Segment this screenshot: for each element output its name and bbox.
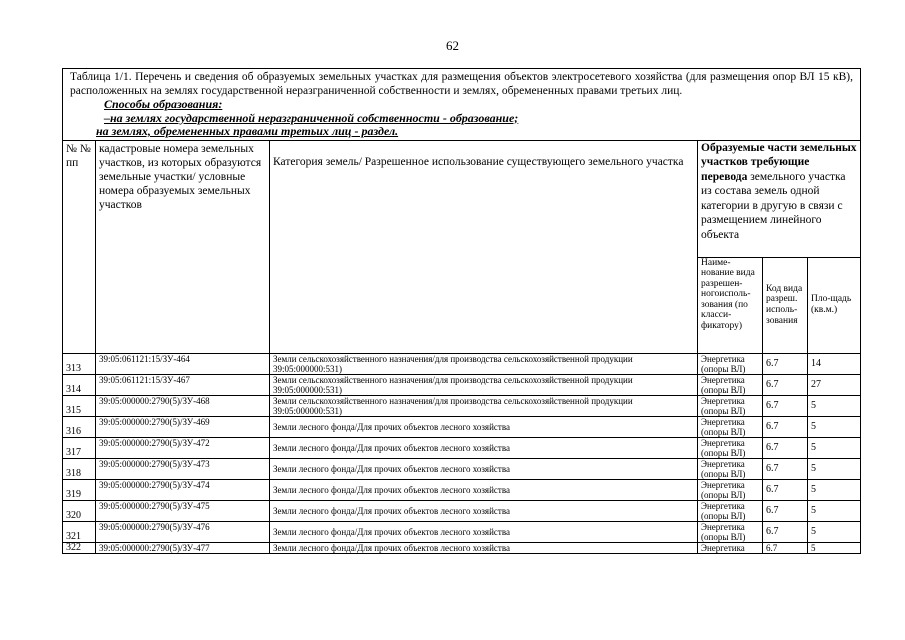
table-row (63, 542, 861, 553)
row-cadastral: 39:05:000000:2790(5)/ЗУ-475 (96, 500, 270, 521)
row-number: 315 (63, 395, 96, 416)
row-use-code: 6.7 (763, 437, 808, 458)
land-plots-table (62, 68, 861, 554)
row-category: Земли лесного фонда/Для прочих объектов лесного хозяйства (270, 458, 698, 479)
row-category: Земли лесного фонда/Для прочих объектов лесного хозяйства (270, 542, 698, 553)
row-use-name: Энергетика (опоры ВЛ) (698, 437, 763, 458)
row-area: 5 (808, 437, 861, 458)
table-row (63, 416, 861, 437)
row-use-name: Энергетика (опоры ВЛ) (698, 353, 763, 374)
row-use-code: 6.7 (763, 479, 808, 500)
row-use-code: 6.7 (763, 416, 808, 437)
row-area: 5 (808, 416, 861, 437)
formation-methods (66, 98, 857, 139)
row-number: 313 (63, 353, 96, 374)
header-no: № № пп (63, 140, 96, 353)
row-use-name: Энергетика (опоры ВЛ) (698, 521, 763, 542)
row-area: 5 (808, 395, 861, 416)
row-use-code: 6.7 (763, 521, 808, 542)
table-row (63, 437, 861, 458)
header-parts-bold: Образуемые части земельных участков требующие перевода (701, 141, 857, 183)
header-parts (698, 140, 861, 257)
row-use-name: Энергетика (опоры ВЛ) (698, 374, 763, 395)
row-number: 316 (63, 416, 96, 437)
row-area: 5 (808, 542, 861, 553)
row-category: Земли лесного фонда/Для прочих объектов лесного хозяйства (270, 521, 698, 542)
row-number: 314 (63, 374, 96, 395)
table-title-row (63, 69, 861, 141)
row-cadastral: 39:05:061121:15/ЗУ-464 (96, 353, 270, 374)
row-cadastral: 39:05:000000:2790(5)/ЗУ-469 (96, 416, 270, 437)
table-row (63, 500, 861, 521)
page-number: 62 (446, 38, 459, 53)
row-category: Земли лесного фонда/Для прочих объектов лесного хозяйства (270, 479, 698, 500)
method-1: –на землях государственной неразграниченной собственности - образование; (104, 110, 519, 125)
table-title: Таблица 1/1. Перечень и сведения об образуемых земельных участках для размещения объектов электросетевого хозяйства (для размещения опор ВЛ 15 кВ), расположенных на землях государственной неразграниченной собственности и землях, обремененных правами третьих лиц. (70, 71, 853, 97)
row-cadastral: 39:05:000000:2790(5)/ЗУ-472 (96, 437, 270, 458)
row-number: 322 (63, 542, 96, 553)
row-cadastral: 39:05:000000:2790(5)/ЗУ-474 (96, 479, 270, 500)
row-cadastral: 39:05:000000:2790(5)/ЗУ-468 (96, 395, 270, 416)
subheader-use-name: Наиме-нование вида разрешен-ногоисполь-зования (по класси-фикатору) (698, 257, 763, 353)
header-parts-rest: земельного участка из состава земель одной категории в другую в связи с размещением линейного объекта (701, 170, 846, 241)
row-category: Земли лесного фонда/Для прочих объектов лесного хозяйства (270, 437, 698, 458)
row-cadastral: 39:05:061121:15/ЗУ-467 (96, 374, 270, 395)
row-use-code: 6.7 (763, 458, 808, 479)
row-use-code: 6.7 (763, 500, 808, 521)
subheader-area: Пло-щадь (кв.м.) (808, 257, 861, 353)
header-row (63, 140, 861, 257)
methods-heading: Способы образования: (104, 97, 223, 111)
row-use-name: Энергетика (опоры ВЛ) (698, 458, 763, 479)
row-category: Земли лесного фонда/Для прочих объектов лесного хозяйства (270, 500, 698, 521)
row-number: 317 (63, 437, 96, 458)
row-use-name: Энергетика (опоры ВЛ) (698, 500, 763, 521)
row-area: 5 (808, 458, 861, 479)
row-cadastral: 39:05:000000:2790(5)/ЗУ-477 (96, 542, 270, 553)
row-category: Земли сельскохозяйственного назначения/для производства сельскохозяйственной продукции 39:05:000000:531) (270, 353, 698, 374)
table-row (63, 395, 861, 416)
row-use-code: 6.7 (763, 353, 808, 374)
row-number: 321 (63, 521, 96, 542)
row-use-name: Энергетика (опоры ВЛ) (698, 479, 763, 500)
table-row (63, 479, 861, 500)
table-row (63, 458, 861, 479)
table-row (63, 521, 861, 542)
row-area: 5 (808, 521, 861, 542)
row-use-code: 6.7 (763, 374, 808, 395)
row-use-name: Энергетика (опоры ВЛ) (698, 416, 763, 437)
header-cadastral: кадастровые номера земельных участков, из которых образуются земельные участки/ условные номера образуемых земельных участков (96, 140, 270, 353)
row-area: 5 (808, 500, 861, 521)
row-use-name: Энергетика (698, 542, 763, 553)
row-cadastral: 39:05:000000:2790(5)/ЗУ-476 (96, 521, 270, 542)
row-use-code: 6.7 (763, 542, 808, 553)
row-use-code: 6.7 (763, 395, 808, 416)
row-area: 27 (808, 374, 861, 395)
table-title-cell (63, 69, 861, 141)
row-area: 14 (808, 353, 861, 374)
header-category (270, 140, 698, 353)
row-number: 320 (63, 500, 96, 521)
row-use-name: Энергетика (опоры ВЛ) (698, 395, 763, 416)
row-number: 319 (63, 479, 96, 500)
row-category: Земли сельскохозяйственного назначения/для производства сельскохозяйственной продукции 39:05:000000:531) (270, 374, 698, 395)
row-category: Земли лесного фонда/Для прочих объектов лесного хозяйства (270, 416, 698, 437)
method-2: на землях, обремененных правами третьих лиц - раздел. (96, 124, 399, 138)
table-row (63, 353, 861, 374)
subheader-use-code: Код вида разреш. исполь-зования (763, 257, 808, 353)
row-number: 318 (63, 458, 96, 479)
row-cadastral: 39:05:000000:2790(5)/ЗУ-473 (96, 458, 270, 479)
table-row (63, 374, 861, 395)
row-category: Земли сельскохозяйственного назначения/для производства сельскохозяйственной продукции 39:05:000000:531) (270, 395, 698, 416)
header-category-text: Категория земель/ Разрешенное использование существующего земельного участка (273, 155, 684, 168)
row-area: 5 (808, 479, 861, 500)
